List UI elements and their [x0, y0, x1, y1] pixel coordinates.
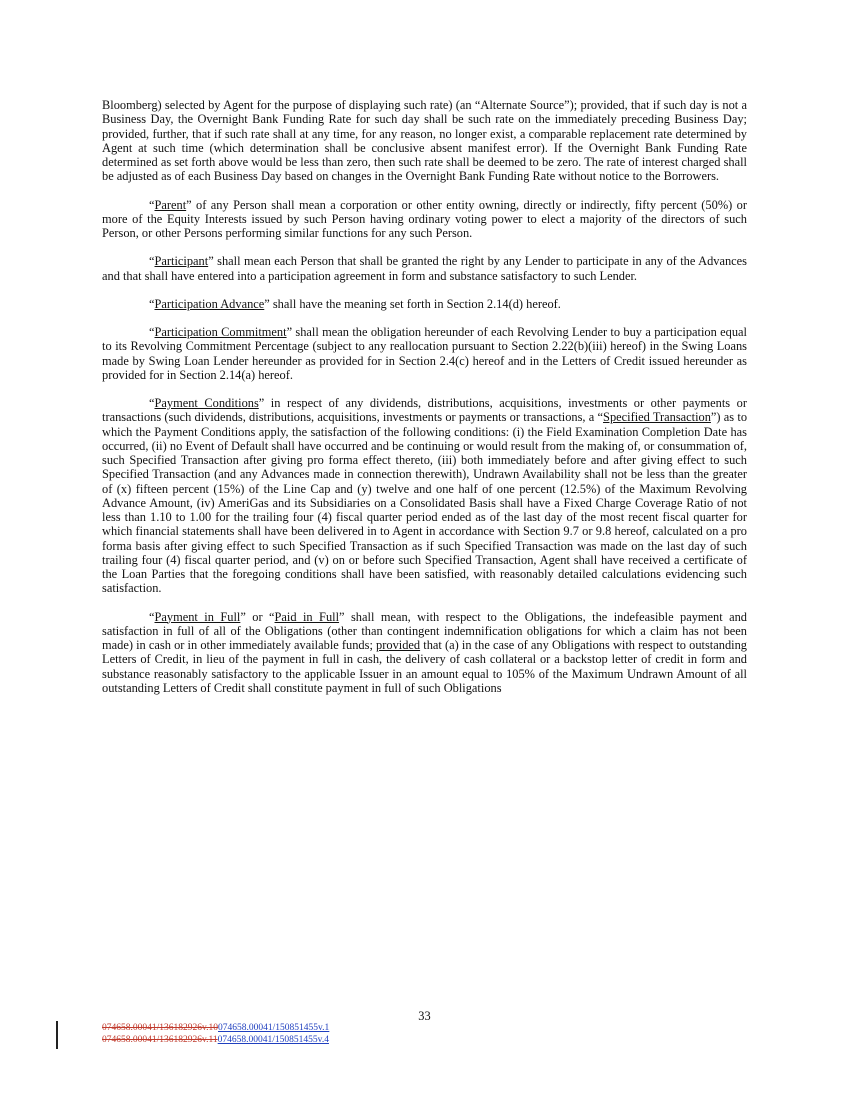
definition-payment-in-full — [102, 610, 747, 696]
open-quote: “ — [149, 609, 155, 624]
defined-term-specified-transaction: Specified Transaction — [603, 410, 711, 425]
definition-participant — [102, 254, 747, 283]
definition-text: ” shall have the meaning set forth in Section 2.14(d) hereof. — [264, 296, 561, 311]
defined-term: Participant — [154, 254, 209, 269]
docid-deleted: 074658.00041/136182926v.11 — [102, 1035, 218, 1045]
definition-text: ” of any Person shall mean a corporation or other entity owning, directly or indirectly, fifty percent (50%) or more of the Equity Interests issued by such Person having ordinary voting power to elect a majority of the directors of such Person, or other Persons performing similar functions for any such Person. — [102, 197, 747, 240]
definition-text: ”) as to which the Payment Conditions apply, the satisfaction of the following conditions: (i) the Field Examination Completion Date has occurred, (ii) no Event of Default shall have occurred and be continuing or would result from the making of, or consummation of, such Specified Transaction after giving pro forma effect thereto, (iii) both immediately before and after giving effect to such Specified Transaction (and any Advances made in connection therewith), Undrawn Availability shall not be less than the greater of (x) fifteen percent (15%) of the Line Cap and (y) twelve and one half of one percent (12.5%) of the Maximum Revolving Advance Amount, (iv) AmeriGas and its Subsidiaries on a Consolidated Basis shall have a Fixed Charge Coverage Ratio of not less than 1.10 to 1.00 for the trailing four (4) fiscal quarter period ended as of the last day of the most recent fiscal quarter for which financial statements shall have been delivered in to Agent in accordance with Section 9.7 or 9.8 hereof, calculated on a pro forma basis after giving effect to such Specified Transaction as if such Specified Transaction was made on the last day of such trailing four (4) fiscal quarter period, and (v) on or before such Specified Transaction, Agent shall have received a certificate of the Loan Parties that the foregoing conditions shall have been satisfied, with reasonably detailed calculations evidencing such satisfaction. — [102, 410, 748, 596]
definition-participation-commitment — [102, 325, 747, 382]
definition-participation-advance — [102, 297, 747, 311]
defined-term: Participation Advance — [154, 296, 265, 311]
defined-term: Payment in Full — [154, 609, 241, 624]
paragraph-alternate-source — [102, 98, 747, 184]
definition-text: ” shall mean the obligation hereunder of each Revolving Lender to buy a participation equal to its Revolving Commitment Percentage (subject to any reallocation pursuant to Section 2.22(b)(iii) hereof) in the Swing Loans made by Swing Loan Lender hereunder as provided for in Section 2.4(c) hereof and in the Letters of Credit issued hereunder as provided for in Section 2.14(a) hereof. — [102, 325, 747, 382]
docid-inserted: 074658.00041/150851455v.4 — [217, 1035, 329, 1045]
open-quote: “ — [149, 296, 155, 311]
definition-text: that (a) in the case of any Obligations with respect to outstanding Letters of Credit, in lieu of the payment in full in cash, the delivery of cash collateral or a backstop letter of credit in form and substance reasonably satisfactory to the applicable Issuer in an amount equal to 105% of the Maximum Undrawn Amount of all outstanding Letters of Credit shall constitute payment in full of such Obligations — [102, 638, 747, 695]
open-quote: “ — [149, 197, 155, 212]
definition-text: ” shall mean each Person that shall be granted the right by any Lender to participate in any of the Advances and that shall have entered into a participation agreement in form and substance satisfactory to such Lender. — [102, 254, 747, 283]
definition-text: ” or “ — [240, 609, 275, 624]
open-quote: “ — [149, 254, 155, 269]
docid-inserted: 074658.00041/150851455v.1 — [218, 1023, 330, 1033]
open-quote: “ — [149, 396, 155, 410]
definition-payment-conditions — [102, 396, 747, 596]
defined-term: Parent — [154, 197, 187, 212]
defined-term: Payment Conditions — [154, 396, 259, 410]
change-bar — [56, 1021, 58, 1049]
docid-deleted: 074658.00041/136182926v.10 — [102, 1023, 219, 1033]
paragraph-text: Bloomberg) selected by Agent for the purpose of displaying such rate) (an “Alternate Source”); provided, that if such day is not a Business Day, the Overnight Bank Funding Rate for such day shall be such rate on the immediately preceding Business Day; provided, further, that if such rate shall at any time, for any reason, no longer exist, a comparable replacement rate determined by Agent at such time (which determination shall be conclusive absent manifest error). If the Overnight Bank Funding Rate determined as set forth above would be less than zero, then such rate shall be deemed to be zero. The rate of interest charged shall be adjusted as of each Business Day based on changes in the Overnight Bank Funding Rate without notice to the Borrowers. — [102, 98, 747, 184]
document-id-footer — [102, 1022, 329, 1046]
definition-text: ” in respect of any dividends, distributions, acquisitions, investments or other payments or transactions (such dividends, distributions, acquisitions, investments or payments or transactions, a “ — [102, 396, 747, 425]
docid-line-1 — [102, 1022, 329, 1034]
defined-term-paid-in-full: Paid in Full — [274, 609, 340, 624]
definition-text: ” shall mean, with respect to the Obligations, the indefeasible payment and satisfaction in full of all of the Obligations (other than contingent indemnification obligations for which a claim has not been made) in cash or in other immediately available funds; — [102, 609, 747, 652]
defined-term: Participation Commitment — [154, 325, 287, 339]
definition-parent — [102, 198, 747, 241]
document-body — [102, 98, 747, 709]
docid-line-2 — [102, 1034, 329, 1046]
open-quote: “ — [149, 325, 155, 339]
page-number: 33 — [418, 1009, 431, 1023]
provided-term: provided — [376, 638, 421, 652]
